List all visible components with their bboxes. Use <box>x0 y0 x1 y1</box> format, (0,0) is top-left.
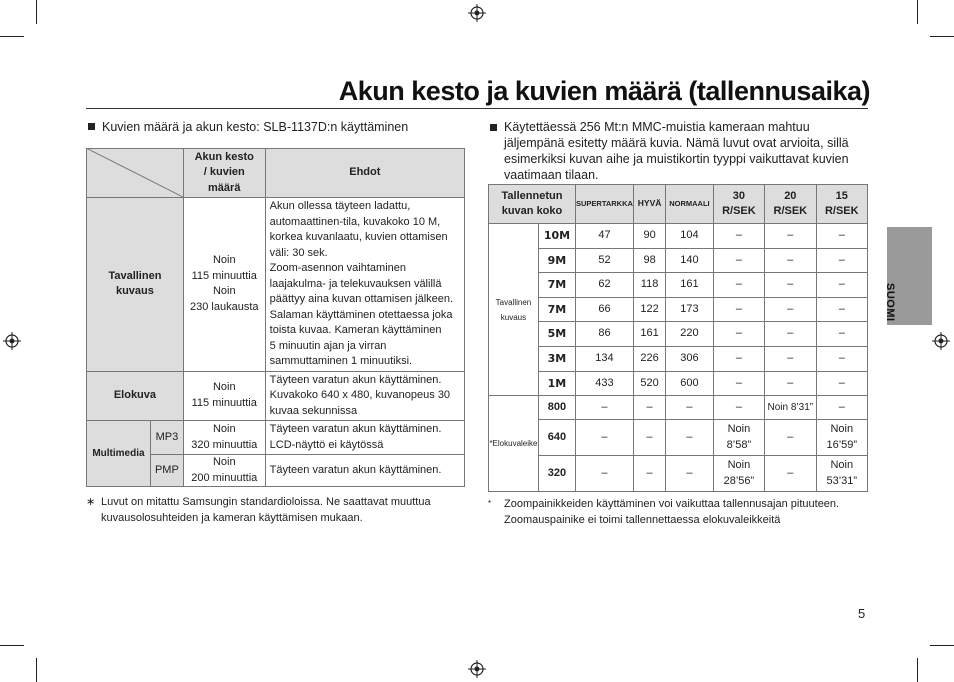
photo-row <box>489 297 868 322</box>
page-title: Akun kesto ja kuvien määrä (tallennusaika) <box>338 76 870 106</box>
multimedia-label: Multimedia <box>87 421 151 487</box>
movie-cell: – <box>575 456 633 492</box>
photo-cell: – <box>816 371 867 396</box>
language-tab <box>884 227 932 325</box>
movie-conditions: Täyteen varatun akun käyttäminen. Kuvakoko 640 x 480, kuvanopeus 30 kuvaa sekunnissa <box>265 371 464 421</box>
crop-mark <box>36 0 37 24</box>
movie-row <box>489 396 868 420</box>
left-heading-text: Kuvien määrä ja akun kesto: SLB-1137D:n käyttäminen <box>102 120 409 134</box>
movie-cell: – <box>666 456 713 492</box>
movie-cell: – <box>633 456 665 492</box>
photo-cell: – <box>765 224 816 249</box>
photo-cell: 226 <box>633 346 665 371</box>
hyva-header: HYVÄ <box>633 185 665 224</box>
photo-cell: – <box>816 322 867 347</box>
photo-cell: – <box>713 346 764 371</box>
movie-cell: Noin 53’31” <box>816 456 867 492</box>
photo-cell: – <box>816 346 867 371</box>
movie-duration: Noin 115 minuuttia <box>183 371 265 421</box>
movie-cell: – <box>633 396 665 420</box>
photo-cell: 161 <box>666 273 713 298</box>
right-footnote <box>488 496 868 528</box>
mp3-conditions: Täyteen varatun akun käyttäminen. LCD-näyttö ei käytössä <box>265 421 464 455</box>
movie-cell: – <box>765 456 816 492</box>
photo-cell: – <box>765 346 816 371</box>
photo-cell: – <box>765 297 816 322</box>
photo-cell: 104 <box>666 224 713 249</box>
movie-size-label: 640 <box>538 420 575 456</box>
photo-row <box>489 346 868 371</box>
photo-cell: – <box>713 371 764 396</box>
movie-cell: – <box>765 420 816 456</box>
photo-row <box>489 371 868 396</box>
photo-cell: – <box>765 371 816 396</box>
photo-cell: 161 <box>633 322 665 347</box>
photo-cell: 433 <box>575 371 633 396</box>
crop-mark <box>36 658 37 682</box>
bullet-square-icon <box>88 123 95 130</box>
photo-cell: – <box>713 273 764 298</box>
mp3-duration: Noin 320 minuuttia <box>183 421 265 455</box>
crop-mark <box>0 645 24 646</box>
right-heading-text: Käytettäessä 256 Mt:n MMC-muistia kameraan mahtuu jäljempänä esitetty määrä kuvia. Nämä luvut ovat arvioita, sillä esimerkiksi kuvan aihe ja muistikortin tyyppi vaikuttavat kuvien vaatimaan tilaan. <box>504 120 849 182</box>
movie-cell: – <box>713 396 764 420</box>
image-count-table <box>488 184 868 492</box>
photo-cell: 90 <box>633 224 665 249</box>
supertarkka-header: SUPERTARKKA <box>575 185 633 224</box>
movie-size-label: 800 <box>538 396 575 420</box>
registration-mark-icon <box>932 332 950 350</box>
photo-cell: – <box>765 248 816 273</box>
duration-header: Akun kesto / kuvien määrä <box>183 149 265 198</box>
5m-size-icon: 5M <box>538 322 575 347</box>
pmp-label: PMP <box>150 455 183 487</box>
title-divider <box>86 108 868 109</box>
movie-cell: – <box>666 420 713 456</box>
movie-cell: – <box>575 420 633 456</box>
normal-shooting-conditions: Akun ollessa täyteen ladattu, automaattinen-tila, kuvakoko 10 M, korkea kuvanlaatu, kuvien ottamisen väli: 30 sek. Zoom-asennon vaihtaminen laajakulma- ja telekuvauksen välillä päättyy aina kuvan ottamisen jälkeen. Salaman käyttäminen otettaessa joka toista kuvaa. Kameran käyttäminen 5 minuutin ajan ja virran sammuttaminen 1 minuutiksi. <box>265 198 464 372</box>
movie-row <box>489 420 868 456</box>
registration-mark-icon <box>468 4 486 22</box>
photo-cell: 134 <box>575 346 633 371</box>
photo-cell: 140 <box>666 248 713 273</box>
bullet-square-icon <box>490 124 497 131</box>
registration-mark-icon <box>3 332 21 350</box>
photo-cell: 98 <box>633 248 665 273</box>
movie-cell: – <box>816 396 867 420</box>
footnote-star: * <box>488 499 492 508</box>
registration-mark-icon <box>468 660 486 678</box>
fps15-header: 15 R/SEK <box>816 185 867 224</box>
photo-cell: 173 <box>666 297 713 322</box>
photo-cell: – <box>713 224 764 249</box>
photo-cell: – <box>765 322 816 347</box>
1m-size-icon: 1M <box>538 371 575 396</box>
movie-label: Elokuva <box>87 371 184 421</box>
photo-cell: 600 <box>666 371 713 396</box>
9m-size-icon: 9M <box>538 248 575 273</box>
right-footnote-text: Zoompainikkeiden käyttäminen voi vaikuttaa tallennusajan pituuteen. Zoomauspainike ei toimi tallennettaessa elokuvaleikkeitä <box>504 498 840 526</box>
left-heading <box>88 119 468 135</box>
pmp-duration: Noin 200 minuuttia <box>183 455 265 487</box>
movie-cell: Noin 16’59” <box>816 420 867 456</box>
photo-row <box>489 248 868 273</box>
photo-cell: – <box>713 248 764 273</box>
10m-size-icon: 10M <box>538 224 575 249</box>
photo-cell: 220 <box>666 322 713 347</box>
movie-cell: Noin 8’58” <box>713 420 764 456</box>
photo-cell: – <box>816 273 867 298</box>
photo-cell: 52 <box>575 248 633 273</box>
photo-row <box>489 273 868 298</box>
size-header: Tallennetun kuvan koko <box>489 185 576 224</box>
photo-cell: – <box>765 273 816 298</box>
photo-cell: – <box>816 224 867 249</box>
normaali-header: NORMAALI <box>666 185 713 224</box>
normal-shooting-label: Tavallinen kuvaus <box>87 198 184 372</box>
photo-cell: 47 <box>575 224 633 249</box>
3m-size-icon: 3M <box>538 346 575 371</box>
movie-row <box>489 456 868 492</box>
7m-size-icon: 7M <box>538 297 575 322</box>
movie-group-label: *Elokuvaleike <box>489 396 539 492</box>
crop-mark <box>917 0 918 24</box>
movie-cell: – <box>633 420 665 456</box>
movie-cell: Noin 28’56” <box>713 456 764 492</box>
page-number: 5 <box>858 606 866 621</box>
photo-cell: 86 <box>575 322 633 347</box>
crop-mark <box>930 645 954 646</box>
footnote-star: ∗ <box>86 496 96 508</box>
conditions-header: Ehdot <box>265 149 464 198</box>
photo-row <box>489 322 868 347</box>
right-heading <box>490 119 870 183</box>
pmp-conditions: Täyteen varatun akun käyttäminen. <box>265 455 464 487</box>
normal-shooting-duration: Noin 115 minuuttia Noin 230 laukausta <box>183 198 265 372</box>
left-footnote-text: Luvut on mitattu Samsungin standardioloissa. Ne saattavat muuttua kuvausolosuhteiden ja kameran käyttämisen mukaan. <box>101 496 431 524</box>
photo-cell: – <box>713 322 764 347</box>
7m-wide-size-icon: 7M <box>538 273 575 298</box>
movie-cell: – <box>666 396 713 420</box>
photo-cell: 62 <box>575 273 633 298</box>
movie-size-label: 320 <box>538 456 575 492</box>
language-tab-label: SUOMI <box>884 283 896 322</box>
photo-cell: – <box>713 297 764 322</box>
photo-row <box>489 224 868 249</box>
header-diagonal-line <box>86 148 183 197</box>
crop-mark <box>0 36 24 37</box>
mp3-label: MP3 <box>150 421 183 455</box>
fps30-header: 30 R/SEK <box>713 185 764 224</box>
photo-group-label: Tavallinen kuvaus <box>489 224 539 396</box>
photo-cell: 122 <box>633 297 665 322</box>
photo-cell: – <box>816 248 867 273</box>
movie-cell: – <box>575 396 633 420</box>
battery-life-table <box>86 148 465 487</box>
left-footnote <box>86 494 466 526</box>
movie-cell: Noin 8’31” <box>765 396 816 420</box>
crop-mark <box>917 658 918 682</box>
photo-cell: 520 <box>633 371 665 396</box>
crop-mark <box>930 36 954 37</box>
photo-cell: 306 <box>666 346 713 371</box>
photo-cell: – <box>816 297 867 322</box>
photo-cell: 118 <box>633 273 665 298</box>
photo-cell: 66 <box>575 297 633 322</box>
fps20-header: 20 R/SEK <box>765 185 816 224</box>
